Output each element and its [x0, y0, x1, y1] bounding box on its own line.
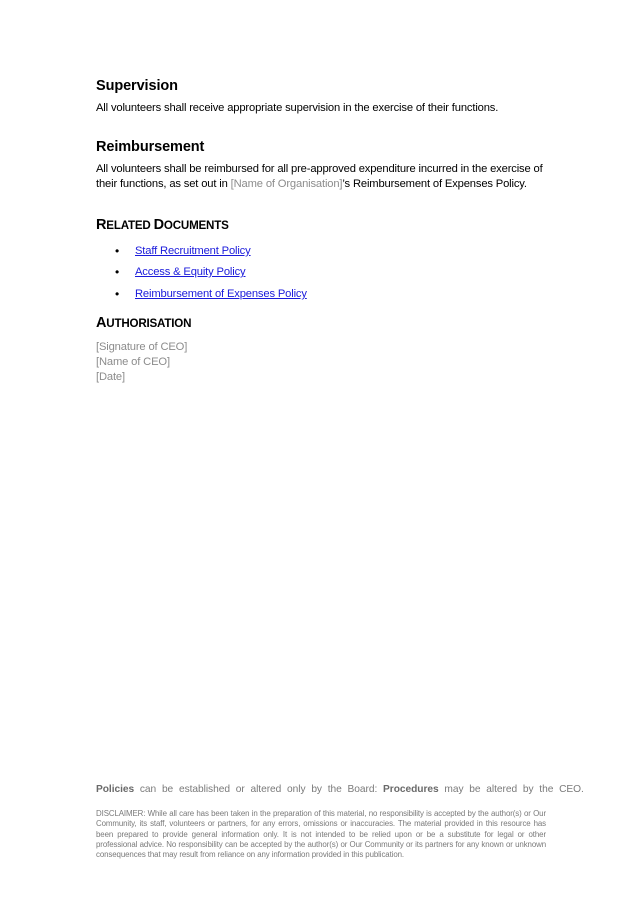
authorisation-heading [96, 315, 191, 331]
supervision-heading: Supervision [96, 78, 178, 94]
heading-smallcaps: ELATED [106, 219, 154, 232]
reimbursement-text-line2 [96, 177, 527, 192]
reimbursement-text-prefix: their functions, as set out in [96, 178, 231, 190]
heading-cap: A [96, 315, 107, 331]
bullet-icon: • [115, 287, 120, 301]
supervision-text: All volunteers shall receive appropriate supervision in the exercise of their functions. [96, 102, 499, 114]
link-reimbursement-of-expenses-policy[interactable]: Reimbursement of Expenses Policy [135, 288, 307, 300]
heading-cap: R [96, 217, 107, 233]
link-staff-recruitment-policy[interactable]: Staff Recruitment Policy [135, 245, 251, 257]
procedures-label: Procedures [383, 784, 439, 795]
disclaimer-text: DISCLAIMER: While all care has been taken in the preparation of this material, no responsibility is accepted by the author(s) or Our Community, its staff, volunteers or partners, for any errors, omissions or inaccuracies. The material provided in this resource has been prepared to provide general information only. It is not intended to be relied upon or be a substitute for legal or other professional advice. No responsibility can be accepted by the author(s) or Our Community or its partners for any known or unknown consequences that may result from reliance on any information provided in this publication. [96, 809, 546, 860]
policy-procedure-note [96, 784, 584, 795]
related-documents-heading [96, 217, 229, 233]
ceo-name-placeholder: [Name of CEO] [96, 356, 170, 368]
reimbursement-text-line1: All volunteers shall be reimbursed for all pre-approved expenditure incurred in the exercise of [96, 163, 543, 175]
reimbursement-text-suffix: ’s Reimbursement of Expenses Policy. [342, 178, 527, 190]
date-placeholder: [Date] [96, 371, 125, 383]
policies-text: can be established or altered only by the Board: [134, 784, 384, 795]
bullet-icon: • [115, 265, 120, 279]
heading-cap: D [153, 217, 164, 233]
reimbursement-heading: Reimbursement [96, 139, 205, 155]
signature-placeholder: [Signature of CEO] [96, 341, 188, 353]
policies-label: Policies [96, 784, 135, 795]
heading-smallcaps: OCUMENTS [163, 219, 229, 232]
organisation-name-placeholder: [Name of Organisation] [230, 178, 343, 190]
bullet-icon: • [115, 244, 120, 258]
link-access-equity-policy[interactable]: Access & Equity Policy [135, 266, 246, 278]
heading-smallcaps: UTHORISATION [106, 317, 192, 330]
procedures-text: may be altered by the CEO. [438, 784, 584, 795]
